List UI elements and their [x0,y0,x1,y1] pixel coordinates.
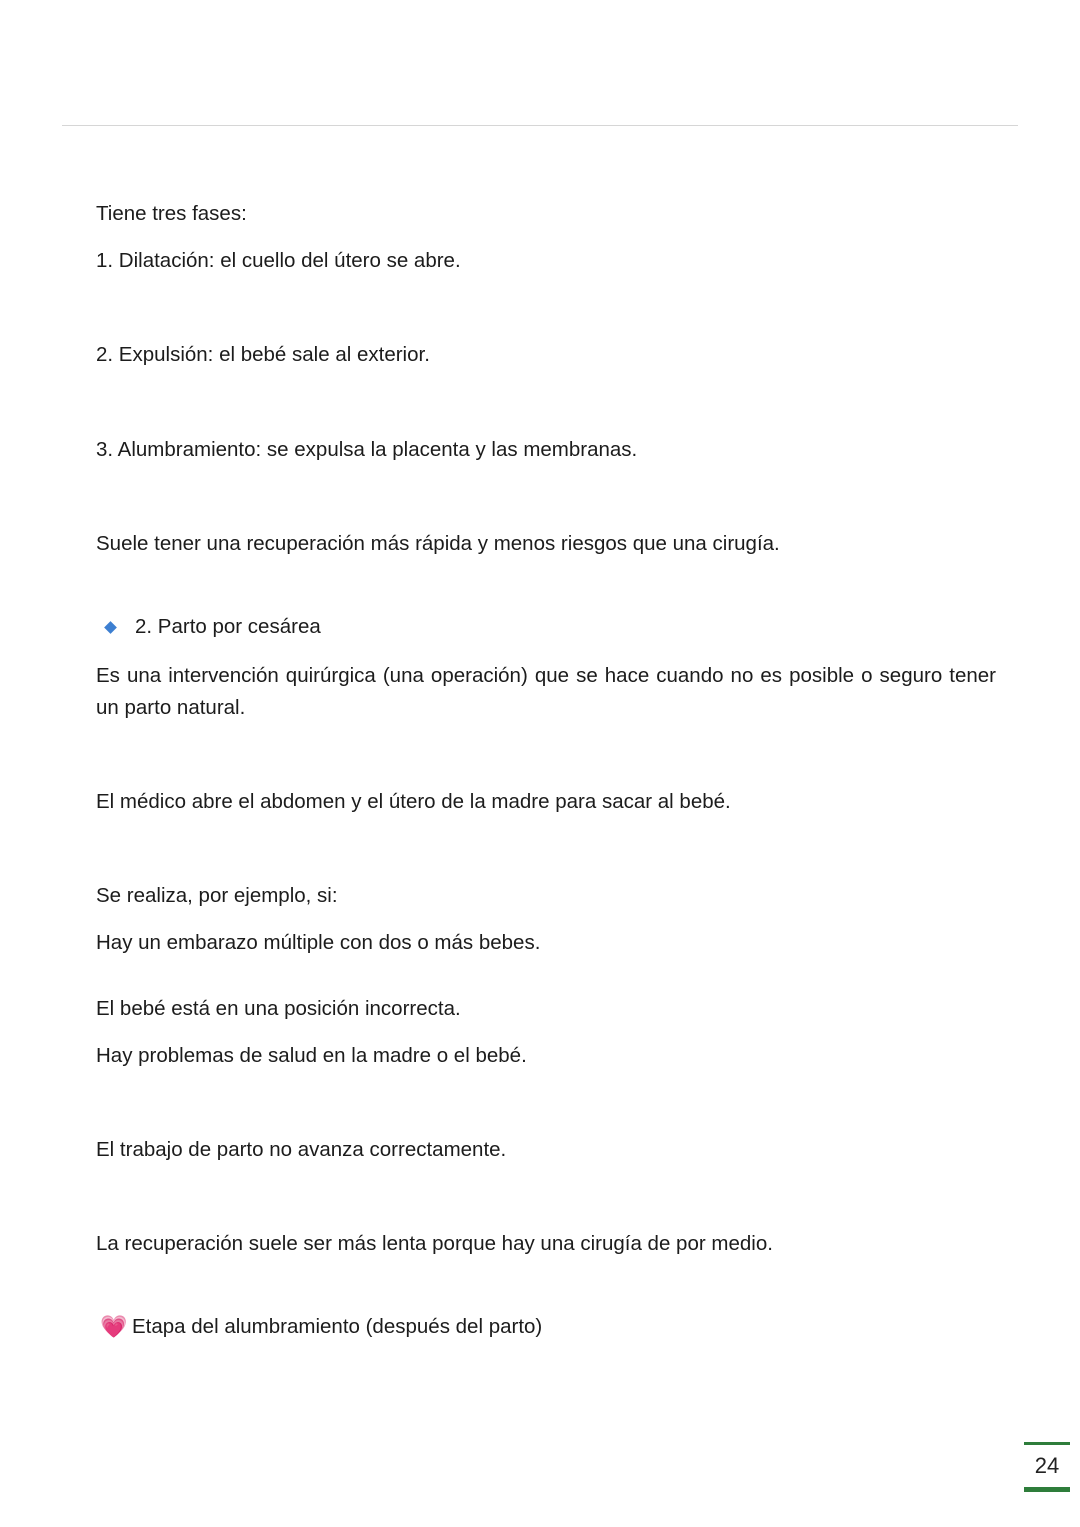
phase-2-expulsion: 2. Expulsión: el bebé sale al exterior. [96,343,430,366]
cesarean-case-multiple-pregnancy: Hay un embarazo múltiple con dos o más bebes. [96,931,541,954]
phase-1-dilatacion: 1. Dilatación: el cuello del útero se abre. [96,249,461,272]
cesarean-case-incorrect-position: El bebé está en una posición incorrecta. [96,997,461,1020]
cesarean-definition: Es una intervención quirúrgica (una operación) que se hace cuando no es posible o seguro tener un parto natural. [96,664,996,719]
phase-3-alumbramiento: 3. Alumbramiento: se expulsa la placenta y las membranas. [96,438,638,461]
natural-birth-recovery: Suele tener una recuperación más rápida y menos riesgos que una cirugía. [96,532,780,555]
cesarean-case-health-problems: Hay problemas de salud en la madre o el bebé. [96,1044,527,1067]
phases-intro: Tiene tres fases: [96,202,247,225]
page-number [1024,1442,1070,1492]
cesarean-procedure: El médico abre el abdomen y el útero de la madre para sacar al bebé. [96,790,731,813]
page-number-text: 24 [1034,1453,1060,1478]
alumbramiento-heading [100,1311,542,1343]
cesarean-cases-intro: Se realiza, por ejemplo, si: [96,884,338,907]
cesarean-heading [100,611,321,643]
alumbramiento-heading-text: Etapa del alumbramiento (después del parto) [132,1315,543,1338]
header-divider [62,125,1018,126]
pink-heart-icon: 💗 [100,1314,128,1339]
cesarean-case-labor-not-progressing: El trabajo de parto no avanza correctamente. [96,1138,507,1161]
cesarean-heading-text: 2. Parto por cesárea [135,615,321,638]
cesarean-recovery: La recuperación suele ser más lenta porque hay una cirugía de por medio. [96,1232,773,1255]
blue-diamond-icon [104,621,117,634]
